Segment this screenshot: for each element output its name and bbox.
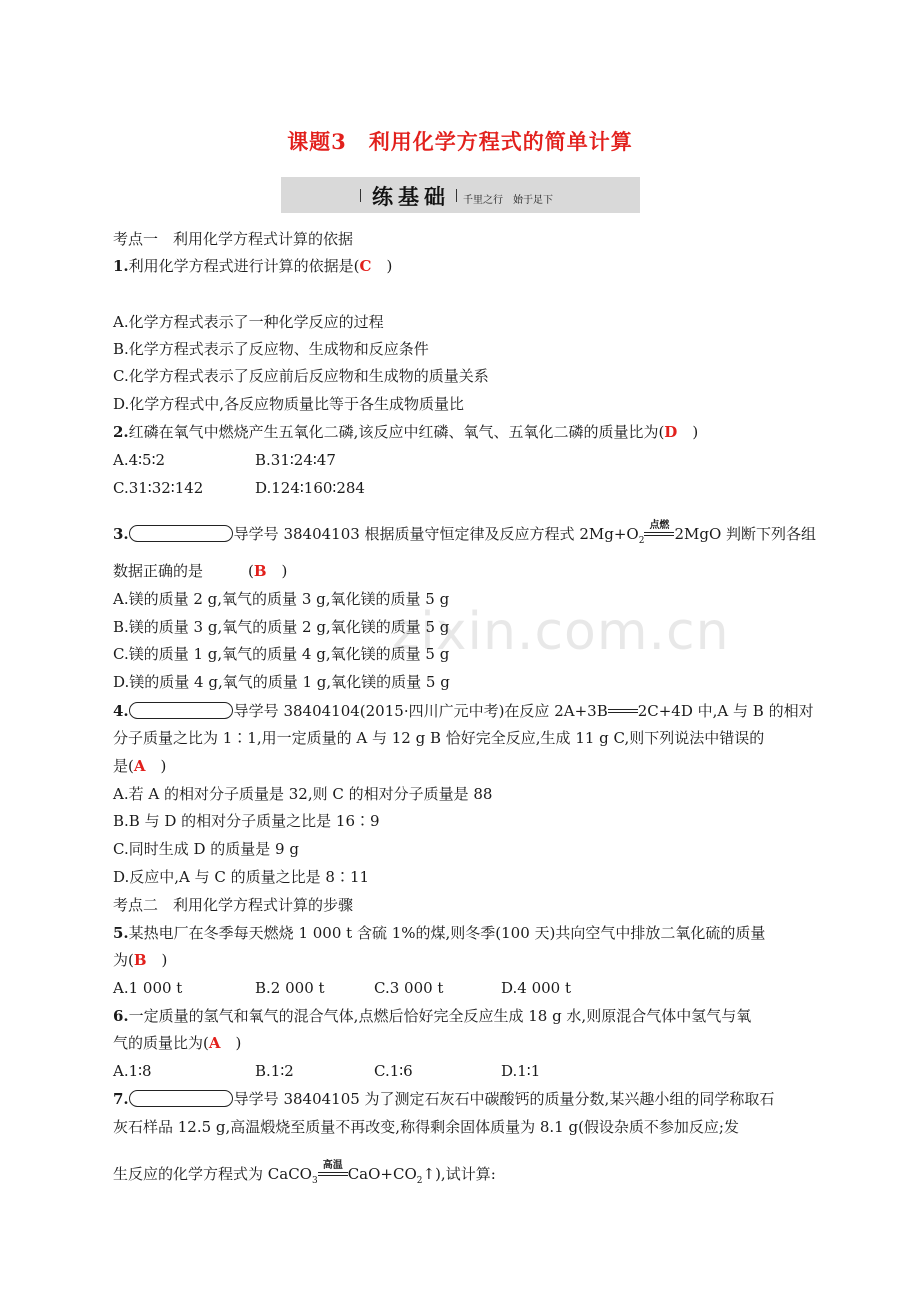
- question-7-line-3: [113, 1160, 496, 1191]
- question-4: [113, 701, 814, 721]
- question-stem: 导学号 38404105 为了测定石灰石中碳酸钙的质量分数,某兴趣小组的同学称取石: [233, 1090, 775, 1108]
- question-3-line-2: [113, 561, 287, 581]
- question-stem-cont: CaO+CO: [347, 1165, 417, 1183]
- options-row: [113, 450, 336, 470]
- question-stem: 某热电厂在冬季每天燃烧 1 000 t 含硫 1%的煤,则冬季(100 天)共向空气中排放二氧化硫的质量: [128, 924, 766, 942]
- options-row: [113, 1061, 540, 1081]
- question-stem: 利用化学方程式进行计算的依据是(: [128, 257, 360, 275]
- question-4-line-3: [113, 756, 166, 776]
- paren-close: ): [266, 562, 288, 580]
- paren-close: ): [677, 423, 699, 441]
- answer: B: [253, 562, 267, 580]
- option: C.31∶32∶142: [113, 479, 204, 497]
- id-badge-frame: [129, 1090, 233, 1107]
- reaction-condition: 高温: [322, 1160, 343, 1171]
- question-number: 4.: [113, 702, 129, 720]
- id-badge-frame: [129, 702, 233, 719]
- answer: A: [133, 757, 146, 775]
- option: D.化学方程式中,各反应物质量比等于各生成物质量比: [113, 395, 465, 413]
- answer: A: [208, 1034, 221, 1052]
- options-row: [113, 478, 365, 498]
- option: A.1 000 t: [113, 979, 183, 997]
- option: A.化学方程式表示了一种化学反应的过程: [113, 313, 384, 331]
- option: B.1∶2: [255, 1062, 294, 1080]
- reaction-arrow: [644, 520, 674, 540]
- question-stem: 为(: [113, 951, 134, 969]
- question-stem-cont: 2MgO 判断下列各组: [674, 525, 817, 543]
- question-2: [113, 422, 698, 442]
- option: C.3 000 t: [374, 979, 444, 997]
- option: B.31∶24∶47: [255, 451, 336, 469]
- question-stem: 红磷在氧气中燃烧产生五氧化二磷,该反应中红磷、氧气、五氧化二磷的质量比为(: [128, 423, 665, 441]
- paren-close: ): [146, 951, 168, 969]
- reaction-arrow: [318, 1160, 348, 1180]
- paren-close: ): [220, 1034, 242, 1052]
- answer: B: [133, 951, 147, 969]
- option: A.若 A 的相对分子质量是 32,则 C 的相对分子质量是 88: [113, 785, 493, 803]
- reaction-arrow: [608, 707, 638, 717]
- section-heading-1: 考点一 利用化学方程式计算的依据: [113, 230, 354, 248]
- subscript: 2: [638, 536, 645, 546]
- option: A.镁的质量 2 g,氧气的质量 3 g,氧化镁的质量 5 g: [113, 590, 450, 608]
- watermark: zixin.com.cn: [392, 602, 730, 662]
- option: D.1∶1: [501, 1062, 541, 1080]
- page-title: 课题3 利用化学方程式的简单计算: [287, 129, 633, 154]
- option: C.镁的质量 1 g,氧气的质量 4 g,氧化镁的质量 5 g: [113, 645, 450, 663]
- options-row: [113, 978, 571, 998]
- option: B.化学方程式表示了反应物、生成物和反应条件: [113, 340, 429, 358]
- divider: [360, 189, 361, 202]
- question-stem: 一定质量的氢气和氧气的混合气体,点燃后恰好完全反应生成 18 g 水,则原混合气体中氢气与氧: [128, 1007, 752, 1025]
- option: A.4∶5∶2: [113, 451, 166, 469]
- option: C.同时生成 D 的质量是 9 g: [113, 840, 299, 858]
- question-7-line-2: 灰石样品 12.5 g,高温煅烧至质量不再改变,称得剩余固体质量为 8.1 g(假设杂质不参加反应;发: [113, 1118, 739, 1136]
- question-stem-end: ↑),试计算:: [422, 1165, 496, 1183]
- question-stem: 数据正确的是 (: [113, 562, 254, 580]
- question-number: 1.: [113, 257, 129, 275]
- paren-close: ): [371, 257, 393, 275]
- reaction-condition: 点燃: [649, 520, 670, 531]
- banner-main: 练基础: [372, 185, 450, 209]
- answer: D: [664, 423, 678, 441]
- option: B.2 000 t: [255, 979, 325, 997]
- question-stem: 气的质量比为(: [113, 1034, 209, 1052]
- question-6: [113, 1006, 751, 1026]
- question-7: [113, 1089, 774, 1109]
- question-3: [113, 520, 817, 551]
- banner-sub: 千里之行 始于足下: [463, 195, 553, 206]
- option: D.反应中,A 与 C 的质量之比是 8∶11: [113, 868, 370, 886]
- divider: [456, 189, 457, 202]
- section-heading-2: 考点二 利用化学方程式计算的步骤: [113, 896, 354, 914]
- option: D.124∶160∶284: [255, 479, 365, 497]
- id-badge-frame: [129, 525, 233, 542]
- option: A.1∶8: [113, 1062, 152, 1080]
- option: C.1∶6: [374, 1062, 413, 1080]
- question-stem: 是(: [113, 757, 134, 775]
- question-5: [113, 923, 765, 943]
- question-6-line-2: [113, 1033, 241, 1053]
- question-number: 7.: [113, 1090, 129, 1108]
- option: B.镁的质量 3 g,氧气的质量 2 g,氧化镁的质量 5 g: [113, 618, 450, 636]
- answer: C: [359, 257, 372, 275]
- question-number: 5.: [113, 924, 129, 942]
- option: D.4 000 t: [501, 979, 571, 997]
- paren-close: ): [145, 757, 167, 775]
- question-stem: 导学号 38404104(2015·四川广元中考)在反应 2A+3B: [233, 702, 608, 720]
- subscript: 2: [416, 1176, 423, 1186]
- question-number: 6.: [113, 1007, 129, 1025]
- option: B.B 与 D 的相对分子质量之比是 16∶9: [113, 812, 380, 830]
- question-stem-cont: 2C+4D 中,A 与 B 的相对: [637, 702, 814, 720]
- question-5-line-2: [113, 950, 167, 970]
- question-stem: 生反应的化学方程式为 CaCO: [113, 1165, 312, 1183]
- question-number: 3.: [113, 525, 129, 543]
- subscript: 3: [311, 1176, 318, 1186]
- option: D.镁的质量 4 g,氧气的质量 1 g,氧化镁的质量 5 g: [113, 673, 450, 691]
- question-4-line-2: 分子质量之比为 1∶1,用一定质量的 A 与 12 g B 恰好完全反应,生成 11 g C,则下列说法中错误的: [113, 729, 765, 747]
- question-stem: 导学号 38404103 根据质量守恒定律及反应方程式 2Mg+O: [233, 525, 639, 543]
- question-number: 2.: [113, 423, 129, 441]
- question-1: [113, 256, 392, 276]
- section-banner: [281, 177, 640, 213]
- option: C.化学方程式表示了反应前后反应物和生成物的质量关系: [113, 367, 489, 385]
